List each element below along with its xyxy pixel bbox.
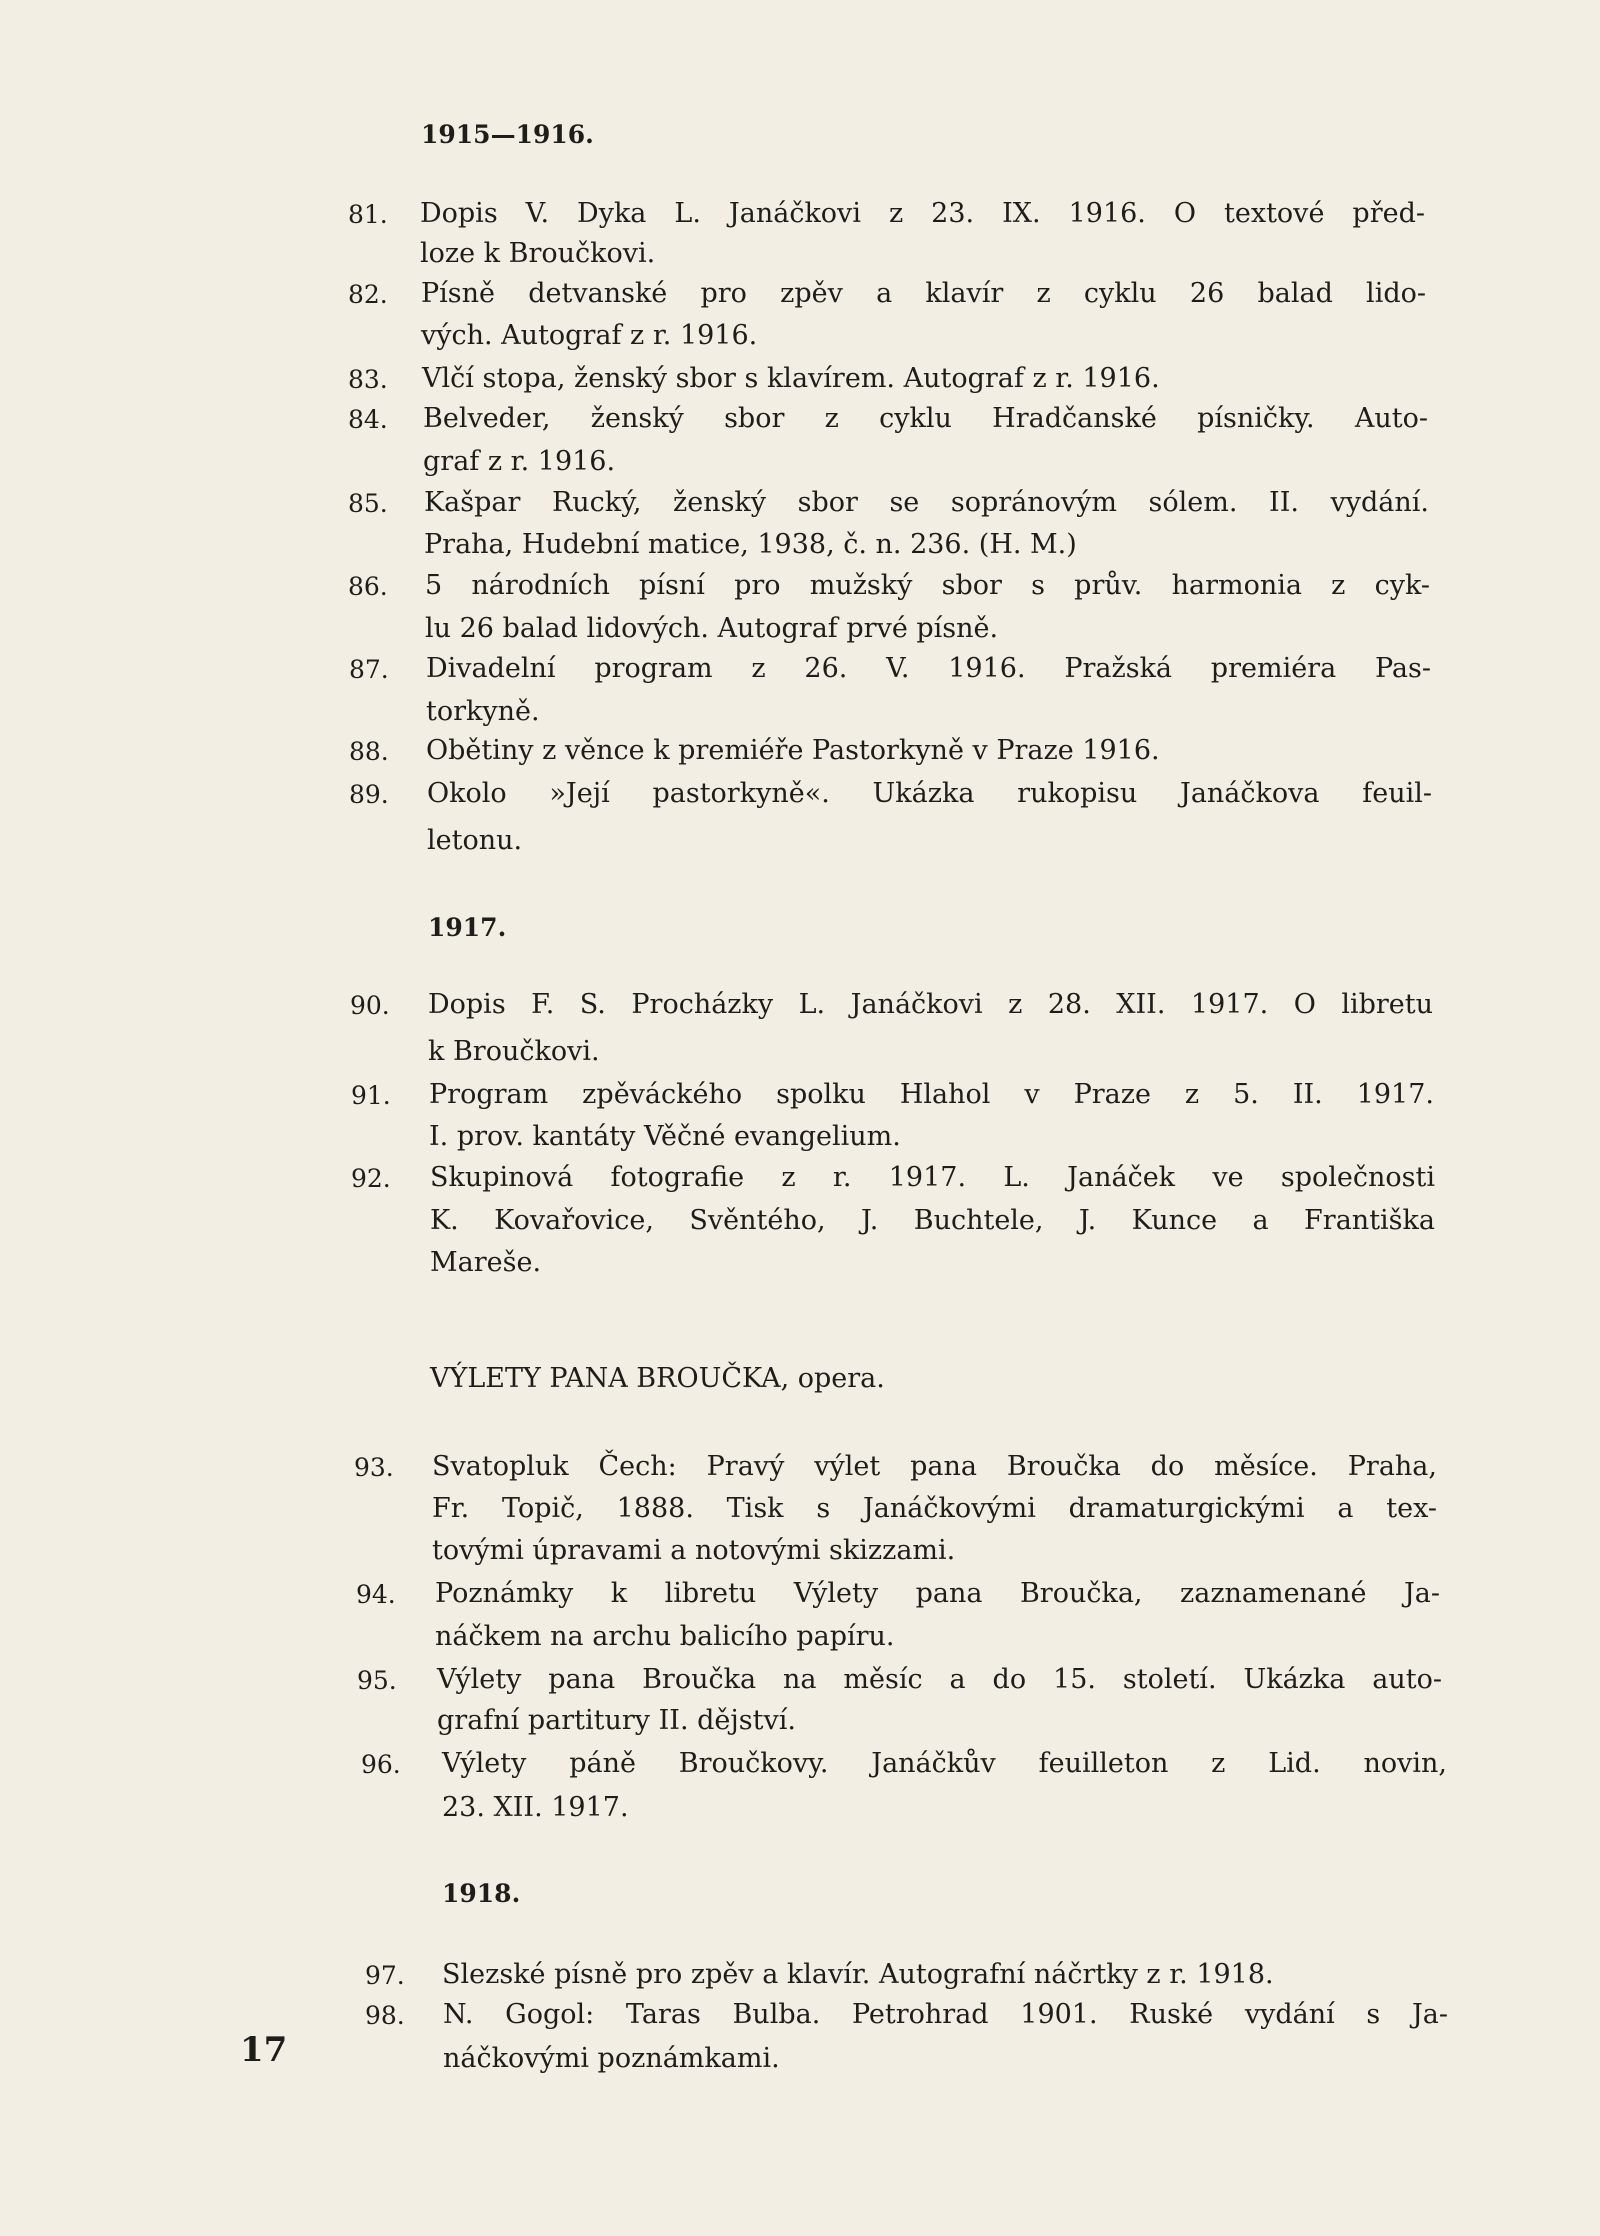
item-number: 92.	[351, 1164, 391, 1193]
item-text-line: tovými úpravami a notovými skizzami.	[432, 1535, 956, 1566]
item-number: 87.	[349, 655, 389, 684]
item-number: 91.	[351, 1081, 391, 1110]
year-heading: 1918.	[442, 1879, 521, 1908]
item-text-line: lu 26 balad lidových. Autograf prvé písně.	[425, 613, 999, 644]
item-text-line: náčkem na archu balicího papíru.	[435, 1621, 895, 1652]
item-number: 84.	[348, 405, 388, 434]
item-text-line: náčkovými poznámkami.	[443, 2043, 780, 2074]
item-text-line: Okolo »Její pastorkyně«. Ukázka rukopisu Janáčkova feuil-	[427, 778, 1432, 809]
item-number: 85.	[348, 489, 388, 518]
item-text-line: Fr. Topič, 1888. Tisk s Janáčkovými dramaturgickými a tex-	[432, 1493, 1437, 1524]
item-number: 88.	[349, 737, 389, 766]
item-text-line: Poznámky k libretu Výlety pana Broučka, zaznamenané Ja-	[435, 1578, 1440, 1609]
item-text-line: loze k Broučkovi.	[420, 238, 656, 269]
item-text-line: Výlety pana Broučka na měsíc a do 15. století. Ukázka auto-	[437, 1664, 1442, 1695]
item-text-line: N. Gogol: Taras Bulba. Petrohrad 1901. Ruské vydání s Ja-	[443, 1999, 1448, 2030]
year-heading: 1915—1916.	[421, 120, 594, 149]
item-text-line: graf z r. 1916.	[423, 446, 616, 477]
item-number: 82.	[348, 280, 388, 309]
item-text-line: grafní partitury II. dějství.	[437, 1705, 796, 1736]
item-number: 81.	[348, 200, 388, 229]
item-text-line: K. Kovařovice, Svěntého, J. Buchtele, J. Kunce a Františka	[430, 1205, 1435, 1236]
section-title: VÝLETY PANA BROUČKA, opera.	[430, 1363, 885, 1394]
item-text-line: Divadelní program z 26. V. 1916. Pražská premiéra Pas-	[426, 653, 1431, 684]
item-text-line: torkyně.	[426, 696, 540, 727]
item-text-line: Svatopluk Čech: Pravý výlet pana Broučka do měsíce. Praha,	[432, 1451, 1437, 1482]
item-number: 89.	[349, 780, 389, 809]
item-text-line: Belveder, ženský sbor z cyklu Hradčanské písničky. Auto-	[423, 403, 1428, 434]
item-number: 83.	[348, 365, 388, 394]
item-text-line: Slezské písně pro zpěv a klavír. Autografní náčrtky z r. 1918.	[442, 1959, 1274, 1990]
item-text-line: vých. Autograf z r. 1916.	[421, 320, 758, 351]
item-text-line: Mareše.	[430, 1247, 542, 1278]
item-text-line: Písně detvanské pro zpěv a klavír z cyklu 26 balad lido-	[421, 278, 1426, 309]
page-number: 17	[240, 2030, 288, 2070]
item-text-line: Dopis F. S. Procházky L. Janáčkovi z 28. XII. 1917. O libretu	[428, 989, 1433, 1020]
item-text-line: Program zpěváckého spolku Hlahol v Praze z 5. II. 1917.	[429, 1079, 1434, 1110]
item-number: 95.	[357, 1666, 397, 1695]
item-text-line: Vlčí stopa, ženský sbor s klavírem. Autograf z r. 1916.	[422, 363, 1160, 394]
item-text-line: Výlety páně Broučkovy. Janáčkův feuilleton z Lid. novin,	[442, 1748, 1447, 1779]
item-text-line: 23. XII. 1917.	[442, 1792, 629, 1823]
item-text-line: k Broučkovi.	[428, 1036, 600, 1067]
item-text-line: Skupinová fotografie z r. 1917. L. Janáček ve společnosti	[430, 1162, 1435, 1193]
item-text-line: letonu.	[427, 825, 523, 856]
item-number: 98.	[365, 2001, 405, 2030]
item-text-line: I. prov. kantáty Věčné evangelium.	[429, 1121, 901, 1152]
item-number: 94.	[356, 1580, 396, 1609]
item-number: 96.	[361, 1750, 401, 1779]
item-number: 93.	[354, 1453, 394, 1482]
year-heading: 1917.	[428, 913, 507, 942]
item-text-line: Kašpar Rucký, ženský sbor se sopránovým sólem. II. vydání.	[424, 487, 1429, 518]
item-text-line: Dopis V. Dyka L. Janáčkovi z 23. IX. 1916. O textové před-	[420, 198, 1425, 229]
item-text-line: Obětiny z věnce k premiéře Pastorkyně v Praze 1916.	[426, 735, 1160, 766]
item-text-line: 5 národních písní pro mužský sbor s prův. harmonia z cyk-	[425, 570, 1430, 601]
item-number: 97.	[365, 1961, 405, 1990]
item-number: 90.	[350, 991, 390, 1020]
item-text-line: Praha, Hudební matice, 1938, č. n. 236. (H. M.)	[424, 529, 1077, 560]
item-number: 86.	[348, 572, 388, 601]
